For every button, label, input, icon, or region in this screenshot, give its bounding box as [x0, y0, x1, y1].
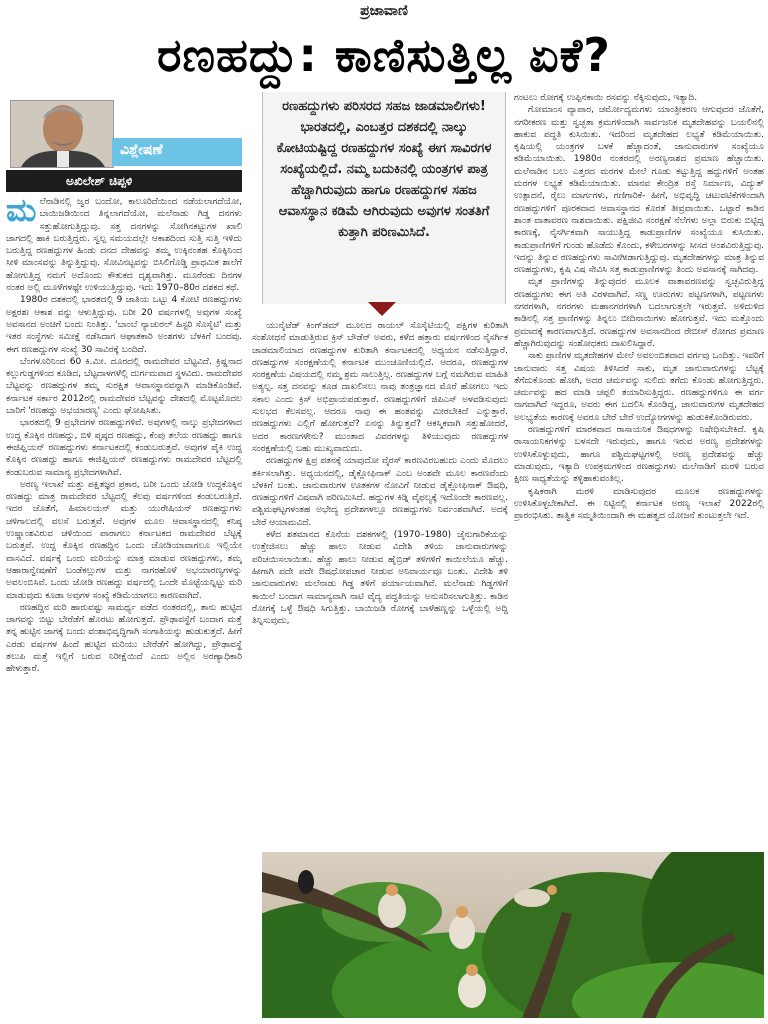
drop-cap: ಮ: [6, 196, 37, 229]
paragraph: ಲೆನಾಡಿನಲ್ಲಿ ಜ್ವರ ಬಂದೋ, ಕಾಲೂರಿದೆಯಿಂದ ನಡೆಯಲಾಗದೆಯೋ, ಬಾಯಿಜಡಿಯಿಂದ ತಿನ್ನಲಾಗದೆಯೋ, ಮಲೆನಾಡು ಗಿಡ್ಡ ದನಗಳು ಸತ್ತುಹೋಗುತ್ತಿದ್ದುವು. ಸತ್ತ ದನಗಳನ್ನು ಸೋಗಿನಕಟ್ಟುಗಳ ಖಾಲಿ ಜಾಗದಲ್ಲಿ ಹಾಕಿ ಬರುತ್ತಿದ್ದರು. ಸ್ವಲ್ಪ ಸಮಯದಲ್ಲೇ ಆಕಾಶದಿಂದ ಸುತ್ತಿ ಸುತ್ತಿ ಇಳಿದು ಬರುತ್ತಿದ್ದ ರಣಹದ್ದುಗಳ ಹಿಂಡು ದನದ ದೇಹವನ್ನು ತಮ್ಮ ಉಕ್ಕಿನಂತಹ ಕೊಕ್ಕಿನಿಂದ ಸೀಳಿ ಮಾಂಸವನ್ನು ತಿನ್ನುತ್ತಿದ್ದುವು. ಸೋವಿನಟ್ಟವನ್ನು ಬಿಸಿಲಿಗೊಡ್ಡಿ ಪ್ರಾಥಮಿಕ ಶಾಲೆಗೆ ಹೋಗುತ್ತಿದ್ದ ನಮಗೆ ಅದೊಂದು ಕೌತುಕದ ದೃಶ್ಯವಾಗಿತ್ತು. ಮೂರೆರಡು ದಿನಗಳ ನಂತರ ಅಲ್ಲಿ ಮೂಳೆಗಳಷ್ಟೇ ಉಳಿಯುತ್ತಿದ್ದುವು. ಇದು 1970–80ರ ದಶಕದ ಕಥೆ.: [6, 197, 242, 294]
section-label: [112, 138, 242, 166]
paragraph: ರಣಹದ್ದುಗಳ ಕ್ಷಿಪ್ರ ಪತನಕ್ಕೆ ಯಾವುದೋ ವೈರಸ್ ಕಾರಣವಿರಬಹುದು ಎಂದು ಮೊದಲು ತರ್ಕಿಸಲಾಗಿತ್ತು. ಅಧ್ಯಯನದಲ್ಲಿ, ಡೈಕ್ಲೋಫಿನಾಕ್ ಎಂಬ ಅಂಶವೇ ಮೂಲ ಕಾರಣವೆಂದು ಬೆಳಕಿಗೆ ಬಂತು. ಜಾನುವಾರುಗಳ ಊತಕಗಳ ನೋವಿಗೆ ನೀಡುವ ಡೈಕ್ಲೋಫಿನಾಕ್ ಔಷಧಿ, ರಣಹದ್ದುಗಳಿಗೆ ವಿಷವಾಗಿ ಪರಿಣಮಿಸಿದೆ. ಹದ್ದುಗಳ ಕಿಡ್ನಿ ವೈಫಲ್ಯಕ್ಕೆ ಇದೊಂದೇ ಕಾರಣವಲ್ಲ. ಪಶ್ಚಿಮಘಟ್ಟಗಳಂತಹ ಅಭೇದ್ಯ ಪ್ರದೇಶಗಳಲ್ಲೂ ರಣಹದ್ದುಗಳು ನಿರ್ವಂಶವಾಗಿವೆ. ಅದಕ್ಕೆ ಬೇರೆ ಆಯಾಮವಿದೆ.: [252, 456, 508, 528]
paragraph: ರಣಹದ್ದಿನ ಮರಿ ಹಾರುವಷ್ಟು ಸಾಮರ್ಥ್ಯ ಪಡೆದ ನಂತರದಲ್ಲಿ, ತಾನು ಹುಟ್ಟಿದ ಜಾಗವನ್ನು ಬಿಟ್ಟು ಬೇರೆಡೆಗೆ ಹೊರಟು ಹೋಗುತ್ತದೆ. ಪ್ರೌಢಾವಸ್ಥೆಗೆ ಬಂದಾಗ ಮತ್ತೆ ತನ್ನ ಹುಟ್ಟಿನ ಜಾಗಕ್ಕೆ ಬಂದು ವಂಶಾಭಿವೃದ್ಧಿಗಾಗಿ ಸಂಗಾತಿಯನ್ನು ಹುಡುಕುತ್ತದೆ. ಹೀಗೆ ಎರಡು ವರ್ಷಗಳ ಹಿಂದೆ ಹುಟ್ಟಿದ ಮರಿಯು ಬೇರೆಡೆಗೆ ಹೋಗಿದ್ದು, ಪ್ರೌಢಾವಸ್ಥೆ ತಲುಪಿ ಮತ್ತೆ ಇಲ್ಲಿಗೆ ಬರುವ ನಿರೀಕ್ಷೆಯಿದೆ ಎಂದು ಅಲ್ಲಿನ ಅರಣ್ಯಾಧಿಕಾರಿ ಹೇಳುತ್ತಾರೆ.: [6, 602, 242, 675]
pull-quote: ರಣಹದ್ದುಗಳು ಪರಿಸರದ ಸಹಜ ಜಾಡಮಾಲಿಗಳು! ಭಾರತದಲ್ಲಿ, ಎಂಬತ್ತರ ದಶಕದಲ್ಲಿ ನಾಲ್ಕು ಕೋಟಿಯಷ್ಟಿದ್ದ ರಣಹದ್ದುಗಳ ಸಂಖ್ಯೆ ಈಗ ಸಾವಿರಗಳ ಸಂಖ್ಯೆಯಲ್ಲಿದೆ. ನಮ್ಮ ಬದುಕಿನಲ್ಲಿ ಯಂತ್ರಗಳ ಪಾತ್ರ ಹೆಚ್ಚಾಗಿರುವುದು ಹಾಗೂ ರಣಹದ್ದುಗಳ ಸಹಜ ಆವಾಸಸ್ಥಾನ ಕಡಿಮೆ ಆಗಿರುವುದು ಅವುಗಳ ಸಂತತಿಗೆ ಕುತ್ತಾಗಿ ಪರಿಣಮಿಸಿದೆ.: [262, 92, 506, 304]
author-portrait: [10, 100, 114, 168]
paragraph: ಭಾರತದಲ್ಲಿ 9 ಪ್ರಭೇದಗಳ ರಣಹದ್ದುಗಳಿವೆ. ಅವುಗಳಲ್ಲಿ ನಾಲ್ಕು ಪ್ರಭೇದಗಳಾದ ಉದ್ದ ಕೊಕ್ಕಿನ ರಣಹದ್ದು, ಬಿಳಿ ಪೃಷ್ಠದ ರಣಹದ್ದು, ಕೆಂಪು ತಲೆಯ ರಣಹದ್ದು ಹಾಗೂ ಈಜಿಪ್ಷಿಯನ್ ರಣಹದ್ದುಗಳು ಕರ್ನಾಟಕದಲ್ಲಿ ಕಂಡುಬರುತ್ತವೆ. ಅವುಗಳ ಪೈಕಿ ಉದ್ದ ಕೊಕ್ಕಿನ ರಣಹದ್ದು ಹಾಗೂ ಈಜಿಪ್ಷಿಯನ್ ರಣಹದ್ದುಗಳು ರಾಮದೇವರ ಬೆಟ್ಟದಲ್ಲಿ ಕಂಡುಬರುವ ಸಾಮಾನ್ಯ ಪ್ರಭೇದಗಳಾಗಿವೆ.: [6, 418, 242, 478]
paragraph: ಅರಣ್ಯ ಇಲಾಖೆ ಮತ್ತು ಪಕ್ಷಿತಜ್ಞರ ಪ್ರಕಾರ, ಬರೀ ಒಂದು ಜೋಡಿ ಉದ್ದಕೊಕ್ಕಿನ ರಣಹದ್ದು ಮಾತ್ರ ರಾಮದೇವರ ಬೆಟ್ಟದಲ್ಲಿ ಕೆಲವು ವರ್ಷಗಳಿಂದ ಕಂಡುಬರುತ್ತಿದೆ. ಇದರ ಜೊತೆಗೆ, ಹಿಮಾಲಯನ್ ಮತ್ತು ಯುರೇಷಿಯನ್ ರಣಹದ್ದುಗಳು ಚಳಿಗಾಲದಲ್ಲಿ ವಲಸೆ ಬರುತ್ತವೆ. ಅವುಗಳ ಮೂಲ ಆವಾಸಸ್ಥಾನದಲ್ಲಿ ಕನಿಷ್ಠ ಉಷ್ಣಾಂಶವಿರುವ ಚಳಿಯಿಂದ ಪಾರಾಗಲು ಕರ್ನಾಟಕದ ರಾಮದೇವರ ಬೆಟ್ಟಕ್ಕೆ ಬರುತ್ತವೆ. ಉದ್ದ ಕೊಕ್ಕಿನ ರಣಹದ್ದಿನ ಒಂದು ಜೋಡಿಯಾವಾಗಲೂ ಇಲ್ಲಿಯೇ ವಾಸವಿದೆ. ವರ್ಷಕ್ಕೆ ಒಂದು ಮರಿಯನ್ನು ಮಾತ್ರ ಮಾಡುವ ರಣಹದ್ದುಗಳು, ತಮ್ಮ ಆಹಾರಾನ್ವೇಷಣೆಗೆ ಬಂಡೆಕಲ್ಲುಗಳ ಮತ್ತು ನಾಗರಹೊಳೆ ಅಭಯಾರಣ್ಯಗಳನ್ನು ಅವಲಂಬಿಸಿವೆ. ಒಂದು ಜೋಡಿ ರಣಹದ್ದು ವರ್ಷದಲ್ಲಿ ಒಂದೇ ಮೊಟ್ಟೆಯನ್ನಿಟ್ಟು ಮರಿ ಮಾಡುವುದು ಕೂಡಾ ಅವುಗಳ ಸಂಖ್ಯೆ ಕಡಿಮೆಯಾಗಲು ಕಾರಣವಾಗಿದೆ.: [6, 479, 242, 601]
section-label-text: ವಿಶ್ಲೇಷಣೆ: [120, 142, 163, 158]
paragraph: ಸಾಕು ಪ್ರಾಣಿಗಳ ಮೃತದೇಹಗಳ ಮೇಲೆ ಅವಲಂಬಿತವಾದ ವರ್ಗವು ಒಂದಿತ್ತು. ಇವರಿಗೆ ಜಾನುವಾರು ಸತ್ತ ವಿಷಯ ತಿಳಿಸಿದರೆ ಸಾಕು, ಮೃತ ಜಾನುವಾರುಗಳನ್ನು ಬೆಟ್ಟಕ್ಕೆ ತೆಗೆದುಕೊಂಡು ಹೋಗಿ, ಅದರ ಚರ್ಮವನ್ನು ಸುಲಿದು ತಗೆದು ಕೊಂಡು ಹೋಗುತ್ತಿದ್ದರು. ಚರ್ಮವನ್ನು ಹದ ಮಾಡಿ ಚಪ್ಪಲಿ ತಯಾರಿಸುತ್ತಿದ್ದರು. ರಣಹದ್ದುಗಳಿಗೂ ಈ ವರ್ಗ ನಾಗವಾಗಿದೆ ಇದ್ದರೂ, ಅವರು ಈಗ ಬದಲಿಸಿ ಕೊಂಡಿದ್ದ, ಜಾನುವಾರುಗಳ ಮೃತದೇಹದ ಅಲಭ್ಯತೆಯ ಕಾರಣಕ್ಕೆ ಅವರೂ ಬೇರೆ ಬೇರೆ ಉದ್ಯೋಗಗಳನ್ನು ಹುಡುಕಿಕೊಂಡಿರುವರು.: [514, 351, 764, 423]
paragraph: ಕೃಷಿಕರಾಗಿ ಮರಳಿ ಮಾಡಿಸುವುದರ ಮೂಲಕ ರಣಹದ್ದುಗಳನ್ನು ಉಳಿಸಿಕೊಳ್ಳಬೇಕಾಗಿದೆ. ಈ ನಿಟ್ಟಿನಲ್ಲಿ ಕರ್ನಾಟಕ ಅರಣ್ಯ ಇಲಾಖೆ 2022ರಲ್ಲಿ ಪ್ರಾರಂಭಿಸಿತು. ತಾತ್ವಿಕ ಸಮ್ಮತಿಯಿಂದಾಗಿ ಈ ಮಹತ್ವದ ಯೋಜನೆ ಕುಂಟುತ್ತಲೇ ಇದೆ.: [514, 486, 764, 522]
article-column-3: [514, 92, 764, 854]
paragraph: ಗೋಮಾಂಸ ವ್ಯಾಪಾರ, ಚರ್ಮೋದ್ಯಮಗಳು ಯಾಂತ್ರೀಕರಣ ಆಗುವುದರ ಜೊತೆಗೆ, ನಗರೀಕರಣ ಮತ್ತು ಸ್ವಚ್ಛತಾ ಕ್ರಮಗಳಿಂದಾಗಿ ಸಾರ್ವಜನಿಕ ಮೃತದೇಹವನ್ನು ಬಯಲಿನಲ್ಲಿ ಹಾಕುವ ಪದ್ಧತಿ ಕುಸಿಯಿತು. ಇದರಿಂದ ಮೃತದೇಹದ ಲಭ್ಯತೆ ಕಡಿಮೆಯಾಯಿತು. ಕೃಷಿಯಲ್ಲಿ ಯಂತ್ರಗಳ ಬಳಕೆ ಹೆಚ್ಚಾದಂತೆ, ಜಾನುವಾರುಗಳ ಸಂಖ್ಯೆಯೂ ಕಡಿಮೆಯಾಯಿತು. 1980ರ ನಂತರದಲ್ಲಿ ಅರಣ್ಯನಾಶದ ಪ್ರಮಾಣ ಹೆಚ್ಚಾಯಿತು. ಮಲೆನಾಡಿನ ಬಲು ಎತ್ತರದ ಮರಗಳ ಮೇಲೆ ಗೂಡು ಕಟ್ಟುತ್ತಿದ್ದ ಹದ್ದುಗಳಿಗೆ ಅಂತಹ ಮರಗಳ ಲಭ್ಯತೆ ಕಡಿಮೆಯಾಯಿತು. ಮಾನವ ಕೇಂದ್ರಿತ ರಸ್ತೆ ನಿರ್ಮಾಣ, ವಿದ್ಯುತ್ ಉತ್ಪಾದನೆ, ರೈಲು ಮಾರ್ಗಗಳು, ಗಣಿಗಾರಿಕೆ- ಹೀಗೆ, ಅಭಿವೃದ್ಧಿ ಚಟುವಟಿಕೆಗಳಿಂದಾಗಿ ರಣಹದ್ದುಗಳಿಗೆ ಪೂರಕವಾದ ಆವಾಸಸ್ಥಾನದ ಕೊರತೆ ತೀವ್ರವಾಯಿತು. ಒಟ್ಟಾರೆ ಕಾಡಿನ ಶಾಂತ ವಾತಾವರಣ ನಾಶವಾಯಿತು. ಪಕ್ಷಿಜೀವಿ ಸಂರಕ್ಷಣೆ ನೆಲೆಗಳು ಅಲ್ಲಾ ಬಿರುಕು ಬಿಟ್ಟಿದ್ದ ಕಾರಣಕ್ಕೆ, ನೈಸರ್ಗಿಕವಾಗಿ ಸಾಯುತ್ತಿದ್ದ ಕಾಡುಪ್ರಾಣಿಗಳ ಸಂಖ್ಯೆಯೂ ಕುಸಿಯಿತು. ಕಾಡುಪ್ರಾಣಿಗಳಿಗೆ ಗುಂಡು ಹೊಡೆದು ಕೊಂದು, ಕಳೇಬರಗಳನ್ನು ಸೀಸದ ಅಂಶವಿರುತ್ತಿದ್ದುವು. ಇದನ್ನು ತಿನ್ನುವ ರಣಹದ್ದುಗಳು ಸಾವೀಗೀಡಾಗುತ್ತಿದ್ದುವು. ಮೃತದೇಹಗಳನ್ನು ಮಾತ್ರ ತಿನ್ನುವ ರಣಹದ್ದುಗಳು, ಕೃಷಿ ವಿಷ ಸೇವಿಸಿ ಸತ್ತ ಕಾಡುಪ್ರಾಣಿಗಳನ್ನು ತಿಂದು ಅವಸಾನಕ್ಕೆ ಸಾಗಿದವು.: [514, 105, 764, 276]
paragraph: ಬೆಂಗಳೂರಿನಿಂದ 60 ಕಿ.ಮೀ. ದೂರದಲ್ಲಿ ರಾಮದೇವರ ಬೆಟ್ಟವಿದೆ. ಕ್ರಿಷ್ಣನಾದ ಕಲ್ಲುಗುಡ್ಡಗಳಿಂದ ಕೂಡಿದ, ಬೆಟ್ಟದಾಳಗಳೆಲ್ಲಿ ದುರ್ಗಮವಾದ ಸ್ಥಳವಿದು. ರಾಮದೇವರ ಬೆಟ್ಟವನ್ನು ರಣಹದ್ದುಗಳ ತಮ್ಮ ಸುರಕ್ಷಿತ ಆವಾಸಸ್ಥಾನವನ್ನಾಗಿ ಮಾಡಿಕೊಂಡಿವೆ. ಕರ್ನಾಟಕ ಸರ್ಕಾರ 2012ರಲ್ಲಿ ರಾಮದೇವರ ಬೆಟ್ಟವನ್ನು ದೇಶದಲ್ಲಿ ಮೊಟ್ಟಮೊದಲ ಬಾರಿಗೆ 'ರಣಹದ್ದು ಅಭಯಾರಣ್ಯ' ಎಂದು ಘೋಷಿಸಿತು.: [6, 356, 242, 417]
paragraph: ಕಳೆದ ಶತಮಾನದ ಕೊನೆಯ ದಶಕಗಳಲ್ಲಿ (1970–1980) ಜೈನುಗಾರಿಕೆಯನ್ನು ಉತ್ತೇಜಿಸಲು ಹೆಚ್ಚು ಹಾಲು ನೀಡುವ ವಿದೇಶಿ ತಳಿಯ ಜಾನುವಾರುಗಳನ್ನು ಪರಿಚಯಿಸಲಾಯಿತು. ಹೆಚ್ಚು ಹಾಲು ನೀಡುವ ಹೈಬ್ರಿಡ್ ತಳಿಗಳಿಗೆ ಕಾಯಿಲೆಯೂ ಹೆಚ್ಚು. ಹೀಗಾಗಿ ಪದೇ ಪದೇ ಔಷಧೋಪಚಾರ ನೀಡುವ ಅನಿವಾರ್ಯವೂ ಬಂತು. ವಿದೇಶಿ ತಳಿ ಜಾನುವಾರುಗಳು ಮಲೆನಾಡು ಗಿಡ್ಡ ತಳಿಗೆ ಪರ್ಯಾಯವಾಗಿವೆ. ಮಲೆನಾಡು ಗಿಡ್ಡಗಳಿಗೆ ಕಾಯಿಲೆ ಬಂದಾಗ ಸಾಮಾನ್ಯವಾಗಿ ನಾಟಿ ವೈದ್ಯ ಪದ್ಧತಿಯನ್ನು ಅನುಸರಿಸಲಾಗುತ್ತಿತ್ತು. ಕಾಡಿನ ರೋಗಕ್ಕೆ ಒಳ್ಳೆ ಔಷಧಿ ಸಿಗುತ್ತಿತ್ತು. ಬಾಯಿಜಡಿ ರೋಗಕ್ಕೆ ಬಾಳೆಹಣ್ಣನ್ನು ಒಳ್ಳೆಯಲ್ಲಿ ಅದ್ದಿ ತಿನ್ನಿಸುವುದು,: [252, 530, 508, 627]
paragraph: 1980ರ ದಶಕದಲ್ಲಿ ಭಾರತದಲ್ಲಿ 9 ಜಾತಿಯ ಒಟ್ಟು 4 ಕೋಟಿ ರಣಹದ್ದುಗಳು ಅಕ್ಷರಶಃ ಆಕಾಶ ವನ್ನು ಆಳುತ್ತಿದ್ದುವು. ಬರೀ 20 ವರ್ಷಗಳಲ್ಲಿ ಅವುಗಳ ಸಂಖ್ಯೆ ಅವಸಾನದ ಅಂಚಿಗೆ ಬಂದು ನಿಂತಿತ್ತು. 'ಬಾಂಬೆ ನ್ಯಾಚುರಲ್ ಹಿಸ್ಟರಿ ಸೊಸೈಟಿ' ಮತ್ತು ಇತರ ಸಂಸ್ಥೆಗಳು ಸಮೀಕ್ಷೆ ನಡೆಸಿದಾಗ ಆಘಾತಕಾರಿ ಅಂಶಗಳು ಬೆಳಕಿಗೆ ಬಂದವು. ಈಗ ರಣಹದ್ದುಗಳ ಸಂಖ್ಯೆ 30 ಸಾವಿರಕ್ಕೆ ಬಂದಿದೆ.: [6, 295, 242, 355]
pull-quote-arrow-icon: [368, 302, 396, 316]
article-column-1: [6, 196, 242, 1016]
paragraph: ಗಂಟಲು ರೋಗಕ್ಕೆ ಉಪ್ಪಿನಕಾಯಿ ರಸವನ್ನು ನೆಕ್ಕಿಸುವುದು, ಇತ್ಯಾದಿ.: [514, 93, 698, 103]
paragraph: ರಣಹದ್ದುಗಳಿಗೆ ಮಾರಕವಾದ ರಾಸಾಯನಿಕ ಔಷಧಗಳನ್ನು ನಿಷೇಧಿಸಬೇಕಿದೆ. ಕೃಷಿ ರಾಸಾಯನಿಕಗಳನ್ನು ಬಳಸದೇ ಇರುವುದು, ಹಾಗೂ ಇರುವ ಅರಣ್ಯ ಪ್ರದೇಶಗಳನ್ನು ಉಳಿಸಿಕೊಳ್ಳುವುದು, ಹಾಗೂ ಪಶ್ಚಿಮಘಟ್ಟಗಳಲ್ಲಿ ಅರಣ್ಯ ಪ್ರದೇಶವನ್ನು ಹೆಚ್ಚು ಮಾಡುವುದು, ಇತ್ಯಾದಿ ಉಪಕ್ರಮಗಳಿಂದ ರಣಹದ್ದುಗಳು ಮಲೆನಾಡಿಗೆ ಮರಳಿ ಬರುವ ಕ್ಷೀಣ ಸಾಧ್ಯತೆಯನ್ನು ತಳ್ಳಿಹಾಕುವಂತಿಲ್ಲ.: [514, 425, 764, 485]
vultures-photo: [262, 852, 764, 1018]
headline: ರಣಹದ್ದು: ಕಾಣಿಸುತ್ತಿಲ್ಲ ಏಕೆ?: [157, 28, 611, 82]
author-byline: ಅಖಿಲೇಶ್ ಚಿಪ್ಪಳಿ: [6, 170, 242, 192]
masthead-logo: ಪ್ರಜಾವಾಣಿ: [360, 3, 408, 19]
vultures-in-tree-image: [262, 852, 764, 1018]
author-photo: [11, 101, 113, 167]
paragraph: ಮೃತ ಪ್ರಾಣಿಗಳನ್ನು ತಿನ್ನುವುದರ ಮೂಲಕ ವಾತಾವರಣವನ್ನು ಸ್ವಚ್ಛವಿರುತ್ತಿದ್ದ ರಣಹದ್ದುಗಳು ಈಗ ಅತಿ ವಿರಳವಾಗಿವೆ. ಸಣ್ಣ ಊರುಗಳು ಪಟ್ಟಣಗಳಾಗಿ, ಪಟ್ಟಣಗಳು ನಗರಗಳಾಗಿ, ನಗರಗಳು ಮಹಾನಗರಗಳಾಗಿ ಬದಲಾಗುತ್ತಲೇ ಇರುತ್ತವೆ. ಅಳಿದುಳಿದ ಕಾಡಿನಲ್ಲಿ ಸತ್ತ ಪ್ರಾಣಿಗಳನ್ನು ತಿನ್ನಲು ಬೀದಿನಾಯಿಗಳು ಹೋಗುತ್ತವೆ. ಇದು ಮತ್ತೊಂದು ಪ್ರಮಾದಕ್ಕೆ ಕಾರಣವಾಗುತ್ತಿದೆ. ರಣಹದ್ದುಗಳ ಅವಸಾನದಿಂದ ರೇಬೀಸ್ ರೋಗದ ಪ್ರಮಾಣ ಹೆಚ್ಚಾಗಿರುವುದನ್ನು ಸಂಶೋಧಕರು ದಾಖಲಿಸಿದ್ದಾರೆ.: [514, 277, 764, 349]
article-column-2: [252, 320, 508, 852]
paragraph: ಯುನೈಟೆಡ್ ಕಿಂಗ್‌ಡಮ್ ಮೂಲದ ರಾಯಲ್ ಸೊಸೈಟಿಯಲ್ಲಿ ಪಕ್ಷಿಗಳ ಕುರಿತಾಗಿ ಸಂಶೋಧನೆ ಮಾಡುತ್ತಿರುವ ಕ್ರಿಸ್ ಬೌಡೆನ್ ಅವರು, ಕಳೆದ ಹತ್ತಾರು ವರ್ಷಗಳಿಂದ ನೈಸರ್ಗಿಕ ಜಾಡಮಾಲಿಯಾದ ರಣಹದ್ದುಗಳ ಕುರಿತಾಗಿ ಕರ್ನಾಟಕದಲ್ಲಿ ಅಧ್ಯಯನ ನಡೆಸುತ್ತಿದ್ದಾರೆ. ರಣಹದ್ದುಗಳ ಸಂರಕ್ಷಣೆಯಲ್ಲಿ ಕರ್ನಾಟಕ ಮುಂಚೂಣಿಯಲ್ಲಿದೆ. ಆದರೂ, ರಣಹದ್ದುಗಳ ಸಂರಕ್ಷಣೆಯ ವಿಷಯದಲ್ಲಿ ನಮ್ಮ ಶ್ರಮ ಸಾಲುತ್ತಿಲ್ಲ. ರಣಹದ್ದುಗಳ ಬಗ್ಗೆ ನಮಗಿರುವ ಮಾಹಿತಿ ಅತ್ಯಲ್ಪ. ಸತ್ತ ದನವನ್ನು ಕೂಡ ದಾಖಲಿಸಲು ನಾವು ತಂತ್ರಜ್ಞಾನದ ಮೊರೆ ಹೋಗಲು ಇದು ಸಕಾಲ ಎಂದು ಕ್ರಿಸ್ ಅಭಿಪ್ರಾಯಪಡುತ್ತಾರೆ. ರಣಹದ್ದುಗಳಿಗೆ ಜಿಪಿಎಸ್ ಅಳವಡಿಸುವುದು ಸುಲಭದ ಕೆಲಸವಲ್ಲ. ಆದರೂ ನಾವು ಈ ಹಂತವನ್ನು ಮೀರಬೇಕಿದೆ ಎನ್ನುತ್ತಾರೆ. ರಣಹದ್ದುಗಳು ಎಲ್ಲಿಗೆ ಹೋಗುತ್ತವೆ? ಏನನ್ನು ತಿನ್ನುತ್ತವೆ? ಆಕಸ್ಮಿಕವಾಗಿ ಸತ್ತುಹೋದರೆ, ಅದರ ಕಾರಣಗಳೇನು? ಮುಂತಾದ ವಿವರಗಳನ್ನು ತಿಳಿಯುವುದು ರಣಹದ್ದುಗಳ ಸಂರಕ್ಷಣೆಯಲ್ಲಿ ಬಹು ಮುಖ್ಯವಾದುದು.: [252, 321, 508, 454]
